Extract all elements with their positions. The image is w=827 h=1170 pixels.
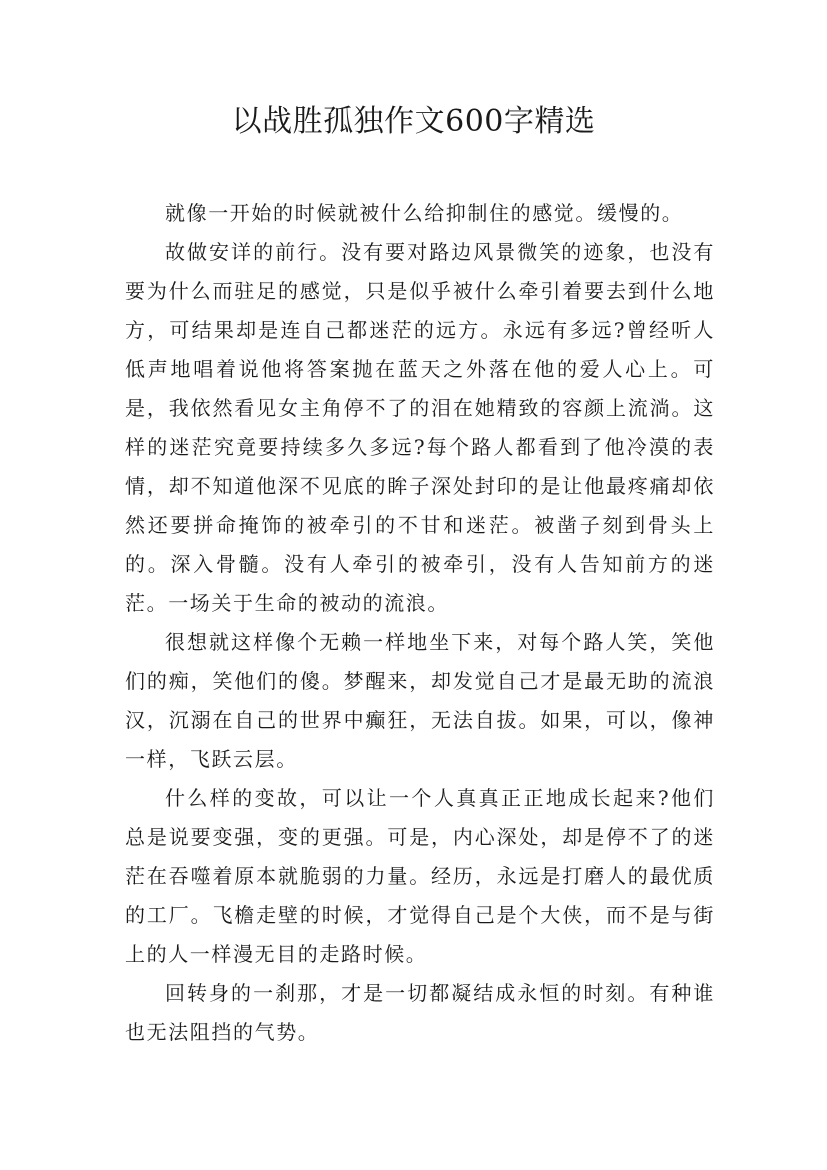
paragraph: 回转身的一刹那，才是一切都凝结成永恒的时刻。有种谁也无法阻挡的气势。	[125, 981, 715, 1044]
paragraph: 就像一开始的时候就被什么给抑制住的感觉。缓慢的。	[165, 201, 684, 225]
paragraph: 故做安详的前行。没有要对路边风景微笑的迹象，也没有要为什么而驻足的感觉，只是似乎被什么牵引着要去到什么地方，可结果却是连自己都迷茫的远方。永远有多远?曾经听人低声地唱着说他将答案抛在蓝天之外落在他的爱人心上。可是，我依然看见女主角停不了的泪在她精致的容颜上流淌。这样的迷茫究竟要持续多久多远?每个路人都看到了他冷漠的表情，却不知道他深不见底的眸子深处封印的是让他最疼痛却依然还要拼命掩饰的被牵引的不甘和迷茫。被凿子刻到骨头上的。深入骨髓。没有人牵引的被牵引，没有人告知前方的迷茫。一场关于生命的被动的流浪。	[125, 240, 715, 615]
paragraph: 很想就这样像个无赖一样地坐下来，对每个路人笑，笑他们的痴，笑他们的傻。梦醒来，却发觉自己才是最无助的流浪汉，沉溺在自己的世界中癫狂，无法自拔。如果，可以，像神一样，飞跃云层。	[125, 630, 715, 771]
paragraph: 什么样的变故，可以让一个人真真正正地成长起来?他们总是说要变强，变的更强。可是，内心深处，却是停不了的迷茫在吞噬着原本就脆弱的力量。经历，永远是打磨人的最优质的工厂。飞檐走壁的时候，才觉得自己是个大侠，而不是与街上的人一样漫无目的走路时候。	[125, 786, 715, 966]
document-body	[125, 194, 715, 1052]
document-title: 以战胜孤独作文600字精选	[231, 104, 596, 139]
